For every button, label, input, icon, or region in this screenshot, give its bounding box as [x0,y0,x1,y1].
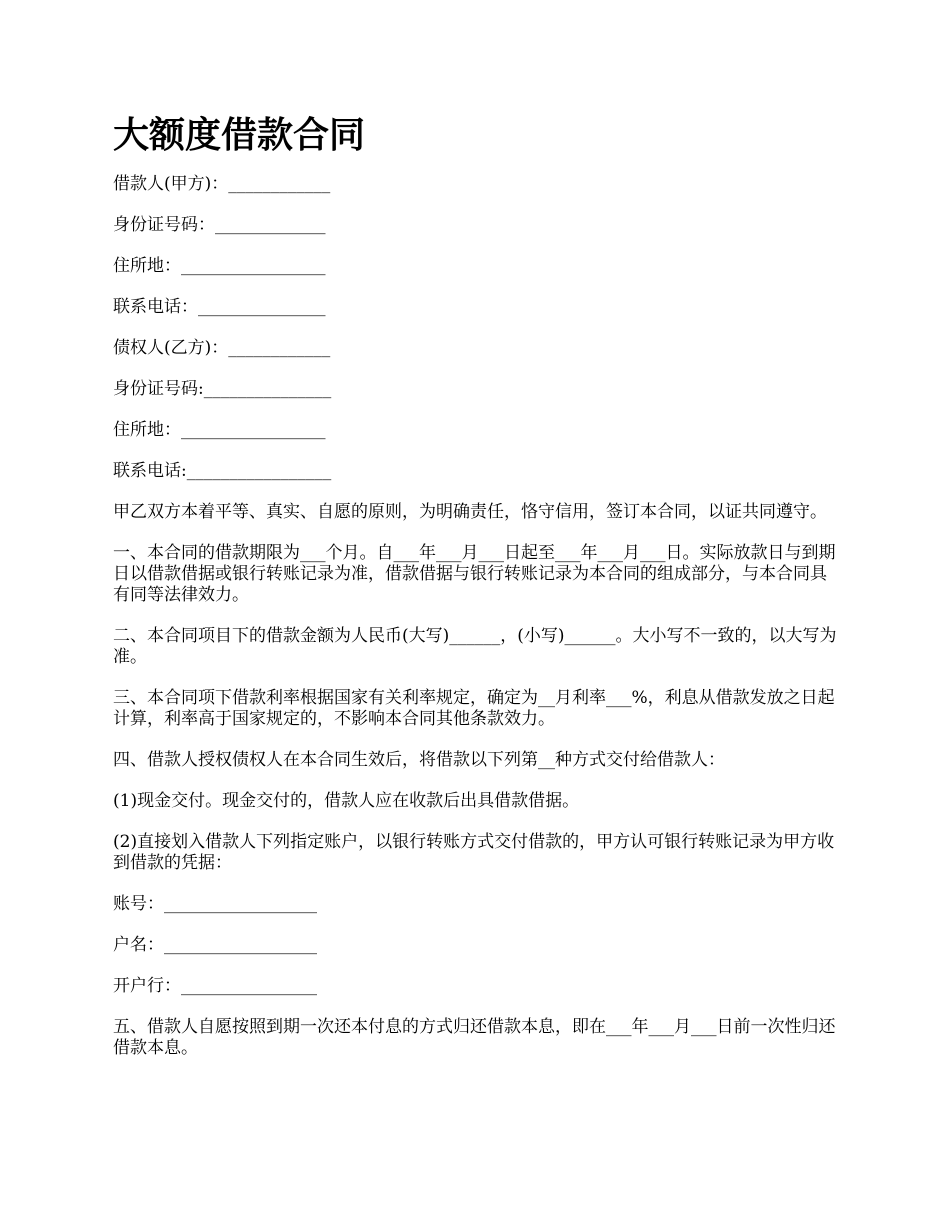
creditor-address-field: 住所地：_________________ [113,420,326,440]
document-title: 大额度借款合同 [113,114,366,156]
clause-5: 五、借款人自愿按照到期一次还本付息的方式归还借款本息，即在___年___月___日前一次性归还借款本息。 [113,1017,836,1058]
account-name-field: 户名：__________________ [113,935,317,955]
intro-paragraph: 甲乙双方本着平等、真实、自愿的原则，为明确责任，恪守信用，签订本合同，以证共同遵守。 [113,502,827,522]
clause-4: 四、借款人授权债权人在本合同生效后，将借款以下列第__种方式交付给借款人： [113,750,725,770]
borrower-name-field: 借款人(甲方)：____________ [113,174,331,194]
creditor-phone-field: 联系电话:_________________ [113,461,332,481]
borrower-id-field: 身份证号码：_____________ [113,215,326,235]
bank-branch-field: 开户行：________________ [113,976,317,996]
payment-option-1: (1)现金交付。现金交付的，借款人应在收款后出具借款借据。 [113,791,580,811]
account-number-field: 账号：__________________ [113,894,317,914]
contract-page [113,110,843,1079]
creditor-name-field: 债权人(乙方)：____________ [113,338,331,358]
clause-1: 一、本合同的借款期限为___个月。自___年___月___日起至___年___月___日。实际放款日与到期日以借款借据或银行转账记录为准，借款借据与银行转账记录为本合同的组成部分，与本合同具有同等法律效力。 [113,543,836,605]
payment-option-2: (2)直接划入借款人下列指定账户，以银行转账方式交付借款的，甲方认可银行转账记录为甲方收到借款的凭据： [113,832,835,873]
clause-2: 二、本合同项目下的借款金额为人民币(大写)______，(小写)______。大小写不一致的，以大写为准。 [113,626,837,667]
creditor-id-field: 身份证号码:_______________ [113,379,332,399]
borrower-address-field: 住所地：_________________ [113,256,326,276]
clause-3: 三、本合同项下借款利率根据国家有关利率规定，确定为__月利率___%，利息从借款发放之日起计算，利率高于国家规定的，不影响本合同其他条款效力。 [113,688,835,729]
borrower-phone-field: 联系电话：_______________ [113,297,326,317]
